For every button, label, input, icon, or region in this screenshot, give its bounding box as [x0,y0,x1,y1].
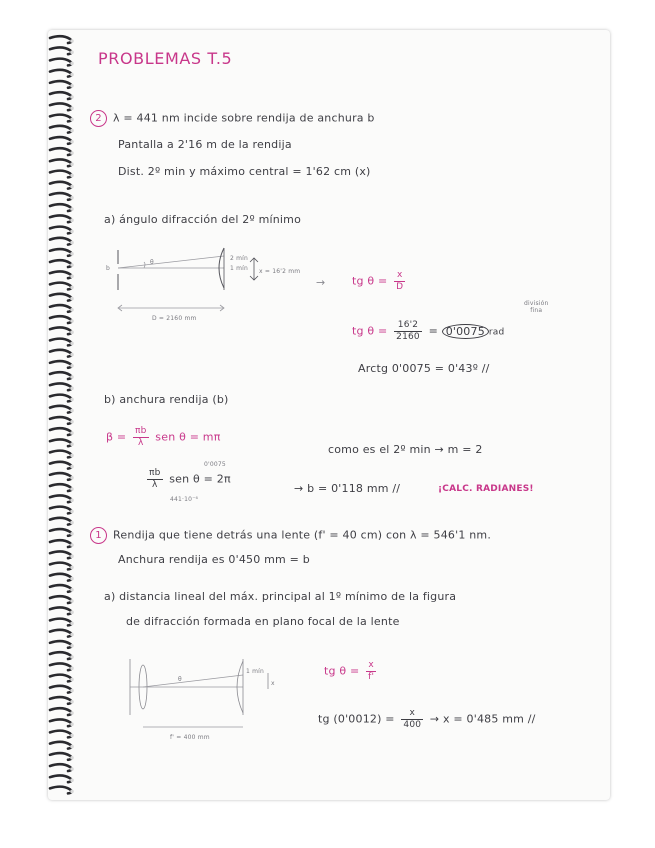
binding-hole [70,162,74,166]
spiral-coil [50,439,72,446]
spiral-coil [50,395,72,402]
binding-hole [70,532,74,536]
spiral-coil [50,775,72,782]
binding-hole [70,174,74,178]
binding-hole [70,476,74,480]
spiral-coil [50,372,72,379]
spiral-coil [50,596,72,603]
spiral-coil [50,238,72,245]
spiral-coil [50,484,72,491]
binding-hole [70,207,74,211]
binding-hole [70,633,74,637]
problem-1-text-1: Rendija que tiene detrás una lente (f' = 40 cm) con λ = 546'1 nm. [113,528,492,542]
binding-hole [70,364,74,368]
arrow-glyph: → [316,276,326,289]
spiral-coil [50,294,72,301]
binding-hole [70,689,74,693]
spiral-coil [50,215,72,222]
diagram-min1-label: 1 mín [230,265,249,272]
spiral-coil [50,574,72,581]
binding-hole [70,118,74,122]
binding-hole [70,297,74,301]
binding-hole [70,409,74,413]
spiral-coil [50,641,72,648]
spiral-coil [50,103,72,110]
spiral-coil [50,126,72,133]
binding-hole [70,342,74,346]
binding-hole [70,487,74,491]
problem-2-warning: ¡CALC. RADIANES! [438,484,534,494]
binding-hole [70,263,74,267]
binding-hole [70,420,74,424]
binding-hole [70,722,74,726]
problem-2-beta-equation: β = $\frac{\pi b}{\lambda}$ sen θ = mπ [106,426,221,448]
binding-hole [70,588,74,592]
binding-hole [70,711,74,715]
problem-2-text-1: λ = 441 nm incide sobre rendija de anchura b [113,111,375,125]
spiral-coil [50,283,72,290]
spiral-coil [50,652,72,659]
spiral-coil [50,619,72,626]
binding-hole [70,577,74,581]
binding-hole [70,644,74,648]
binding-hole [70,610,74,614]
binding-hole [70,767,74,771]
spiral-coil [50,148,72,155]
binding-hole [70,95,74,99]
binding-hole [70,230,74,234]
lens-diffraction-diagram [118,655,293,745]
binding-hole [70,308,74,312]
diagram-x-label: x [271,680,275,687]
binding-hole [70,84,74,88]
spiral-coil [50,428,72,435]
spiral-coil [50,350,72,357]
problem-1-statement-line1 [90,527,491,544]
spiral-coil [50,361,72,368]
problem-1-statement-line2: Anchura rendija es 0'450 mm = b [118,553,310,566]
binding-hole [70,599,74,603]
spiral-coil [50,59,72,66]
binding-hole [70,50,74,54]
binding-hole [70,756,74,760]
spiral-coil [50,529,72,536]
binding-hole [70,465,74,469]
problem-2-b-equation: $\frac{\pi b}{\lambda}$ sen θ = 2π [149,468,231,490]
side-note: división fina [524,300,549,314]
spiral-coil [50,507,72,514]
problem-2-small-value: 0'0075 [204,461,226,468]
binding-hole [70,106,74,110]
notebook-page [48,30,610,800]
spiral-coil [50,607,72,614]
spiral-coil [50,159,72,166]
binding-hole [70,73,74,77]
problem-1-eq-result: tg (0'0012) = $\frac{x}{400}$ → x = 0'485 mm // [318,708,536,730]
diagram-focal-label: f' = 400 mm [170,734,210,741]
spiral-coil [50,417,72,424]
binding-hole [70,790,74,794]
problem-2-eq-tg-1: tg θ = $\frac{x}{D}$ [352,270,404,292]
binding-hole [70,454,74,458]
binding-hole [70,319,74,323]
problem-2-statement-line3: Dist. 2º min y máximo central = 1'62 cm (x) [118,165,371,178]
binding-hole [70,39,74,43]
binding-hole [70,655,74,659]
spiral-coil [50,540,72,547]
diagram-min-label: 1 mín [246,668,265,675]
spiral-coil [50,753,72,760]
spiral-coil [50,462,72,469]
spiral-coil [50,204,72,211]
binding-hole [70,375,74,379]
spiral-coil [50,193,72,200]
binding-hole [70,498,74,502]
spiral-coil [50,137,72,144]
spiral-coil [50,271,72,278]
spiral-coil [50,70,72,77]
spiral-coil [50,227,72,234]
binding-hole [70,196,74,200]
spiral-coil [50,36,72,43]
slit-diffraction-diagram-1 [104,246,301,331]
diagram-distance-label: D = 2160 mm [152,315,197,322]
binding-hole [70,510,74,514]
spiral-coil [50,327,72,334]
problem-2-part-b-label: b) anchura rendija (b) [104,393,229,406]
spiral-coil [50,451,72,458]
spiral-coil [50,686,72,693]
binding-hole [70,566,74,570]
spiral-coil [50,339,72,346]
spiral-coil [50,260,72,267]
binding-hole [70,151,74,155]
binding-hole [70,666,74,670]
spiral-coil [50,47,72,54]
diagram-slit-label: b [106,265,111,272]
binding-hole [70,398,74,402]
binding-hole [70,778,74,782]
spiral-coil [50,585,72,592]
problem-2-lambda-value: 441·10⁻⁶ [170,496,199,503]
problem-2-m-note: como es el 2º min → m = 2 [328,443,483,456]
spiral-coil [50,249,72,256]
spiral-coil [50,406,72,413]
spiral-coil [50,563,72,570]
diagram-min2-label: 2 mín [230,255,249,262]
problem-2-statement-line1 [90,110,375,127]
diagram-angle-label: θ [178,676,182,683]
binding-hole [70,286,74,290]
diagram-angle-label: θ [150,259,154,266]
binding-hole [70,521,74,525]
spiral-coil [50,675,72,682]
binding-hole [70,554,74,558]
binding-hole [70,678,74,682]
binding-hole [70,252,74,256]
binding-hole [70,543,74,547]
binding-hole [70,386,74,390]
problem-number-badge: 2 [90,110,107,127]
spiral-coil [50,305,72,312]
page-title: PROBLEMAS T.5 [98,49,233,68]
binding-hole [70,734,74,738]
spiral-coil [50,630,72,637]
problem-1-part-a-line2: de difracción formada en plano focal de la lente [126,615,400,628]
spiral-coil [50,719,72,726]
spiral-coil [50,551,72,558]
spiral-coil [50,115,72,122]
problem-2-b-result: → b = 0'118 mm // [294,482,401,495]
binding-hole [70,353,74,357]
spiral-coil [50,316,72,323]
binding-hole [70,700,74,704]
problem-2-part-a-label: a) ángulo difracción del 2º mínimo [104,213,302,226]
problem-2-arctg: Arctg 0'0075 = 0'43º // [358,362,490,375]
spiral-coil [50,383,72,390]
binding-hole [70,218,74,222]
binding-hole [70,274,74,278]
binding-hole [70,442,74,446]
diagram-x-label: x = 16'2 mm [259,268,301,275]
binding-hole [70,241,74,245]
spiral-coil [50,81,72,88]
problem-2-eq-tg-2: tg θ = $\frac{16'2}{2160}$ = 0'0075 rad [352,320,505,342]
spiral-coil [50,182,72,189]
binding-hole [70,62,74,66]
problem-number-badge: 1 [90,527,107,544]
binding-hole [70,129,74,133]
spiral-binding [48,30,78,800]
binding-hole [70,140,74,144]
binding-hole [70,330,74,334]
spiral-coil [50,764,72,771]
spiral-coil [50,171,72,178]
problem-1-eq-tg: tg θ = $\frac{x}{f'}$ [324,660,375,682]
problem-2-statement-line2: Pantalla a 2'16 m de la rendija [118,138,292,151]
binding-hole [70,431,74,435]
binding-hole [70,745,74,749]
spiral-coil [50,495,72,502]
binding-hole [70,185,74,189]
spiral-coil [50,787,72,794]
spiral-coil [50,473,72,480]
spiral-coil [50,663,72,670]
spiral-coil [50,92,72,99]
binding-hole [70,622,74,626]
spiral-coil [50,518,72,525]
spiral-coil [50,731,72,738]
spiral-coil [50,708,72,715]
spiral-coil [50,697,72,704]
problem-1-part-a-line1: a) distancia lineal del máx. principal al 1º mínimo de la figura [104,590,457,603]
spiral-coil [50,742,72,749]
